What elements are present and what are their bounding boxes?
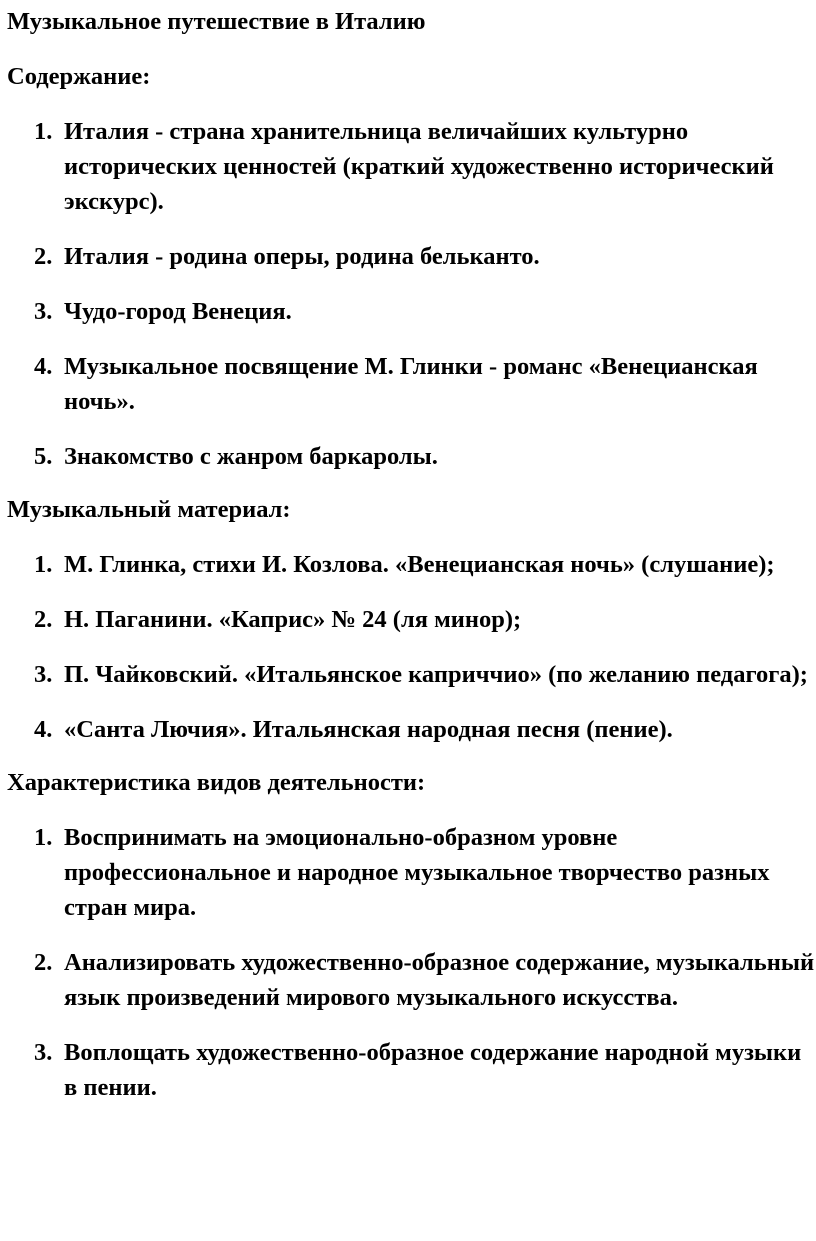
list-number: 3. — [34, 1039, 53, 1066]
list-item — [7, 657, 816, 692]
list-item — [7, 547, 816, 582]
list-item — [7, 114, 816, 219]
list-item-text: М. Глинка, стихи И. Козлова. «Венецианская ночь» (слушание); — [64, 551, 775, 578]
material-list — [7, 547, 816, 747]
list-item-text: Воспринимать на эмоционально-образном уровне профессиональное и народное музыкальное творчество разных стран мира. — [64, 824, 770, 921]
list-item — [7, 1035, 816, 1105]
list-item-text: «Санта Лючия». Итальянская народная песня (пение). — [64, 716, 673, 743]
list-item — [7, 349, 816, 419]
list-item-text: Чудо-город Венеция. — [64, 298, 292, 325]
list-number: 2. — [34, 606, 53, 633]
document-title: Музыкальное путешествие в Италию — [7, 8, 426, 35]
list-number: 2. — [34, 243, 53, 270]
contents-list — [7, 114, 816, 474]
list-number: 5. — [34, 443, 53, 470]
list-item — [7, 820, 816, 925]
list-number: 4. — [34, 353, 53, 380]
list-item-text: Анализировать художественно-образное содержание, музыкальный язык произведений мирового музыкального искусства. — [64, 949, 815, 1011]
list-item-text: Воплощать художественно-образное содержание народной музыки в пении. — [64, 1039, 802, 1101]
section-heading-activities: Характеристика видов деятельности: — [7, 769, 426, 796]
section-heading-material: Музыкальный материал: — [7, 496, 291, 523]
list-item-text: Знакомство с жанром баркаролы. — [64, 443, 438, 470]
list-number: 1. — [34, 118, 53, 145]
list-item — [7, 294, 816, 329]
list-number: 1. — [34, 824, 53, 851]
list-item — [7, 439, 816, 474]
list-item — [7, 712, 816, 747]
list-number: 3. — [34, 661, 53, 688]
list-number: 4. — [34, 716, 53, 743]
list-item-text: Н. Паганини. «Каприс» № 24 (ля минор); — [64, 606, 522, 633]
list-item-text: Италия - страна хранительница величайших культурно исторических ценностей (краткий художественно исторический экскурс). — [64, 118, 774, 215]
list-item-text: Музыкальное посвящение М. Глинки - романс «Венецианская ночь». — [64, 353, 758, 415]
activities-list — [7, 820, 816, 1105]
list-item — [7, 239, 816, 274]
list-item — [7, 945, 816, 1015]
list-item-text: П. Чайковский. «Итальянское каприччио» (по желанию педагога); — [64, 661, 808, 688]
list-item — [7, 602, 816, 637]
list-number: 1. — [34, 551, 53, 578]
section-heading-contents: Содержание: — [7, 63, 151, 90]
list-number: 3. — [34, 298, 53, 325]
list-number: 2. — [34, 949, 53, 976]
list-item-text: Италия - родина оперы, родина бельканто. — [64, 243, 540, 270]
